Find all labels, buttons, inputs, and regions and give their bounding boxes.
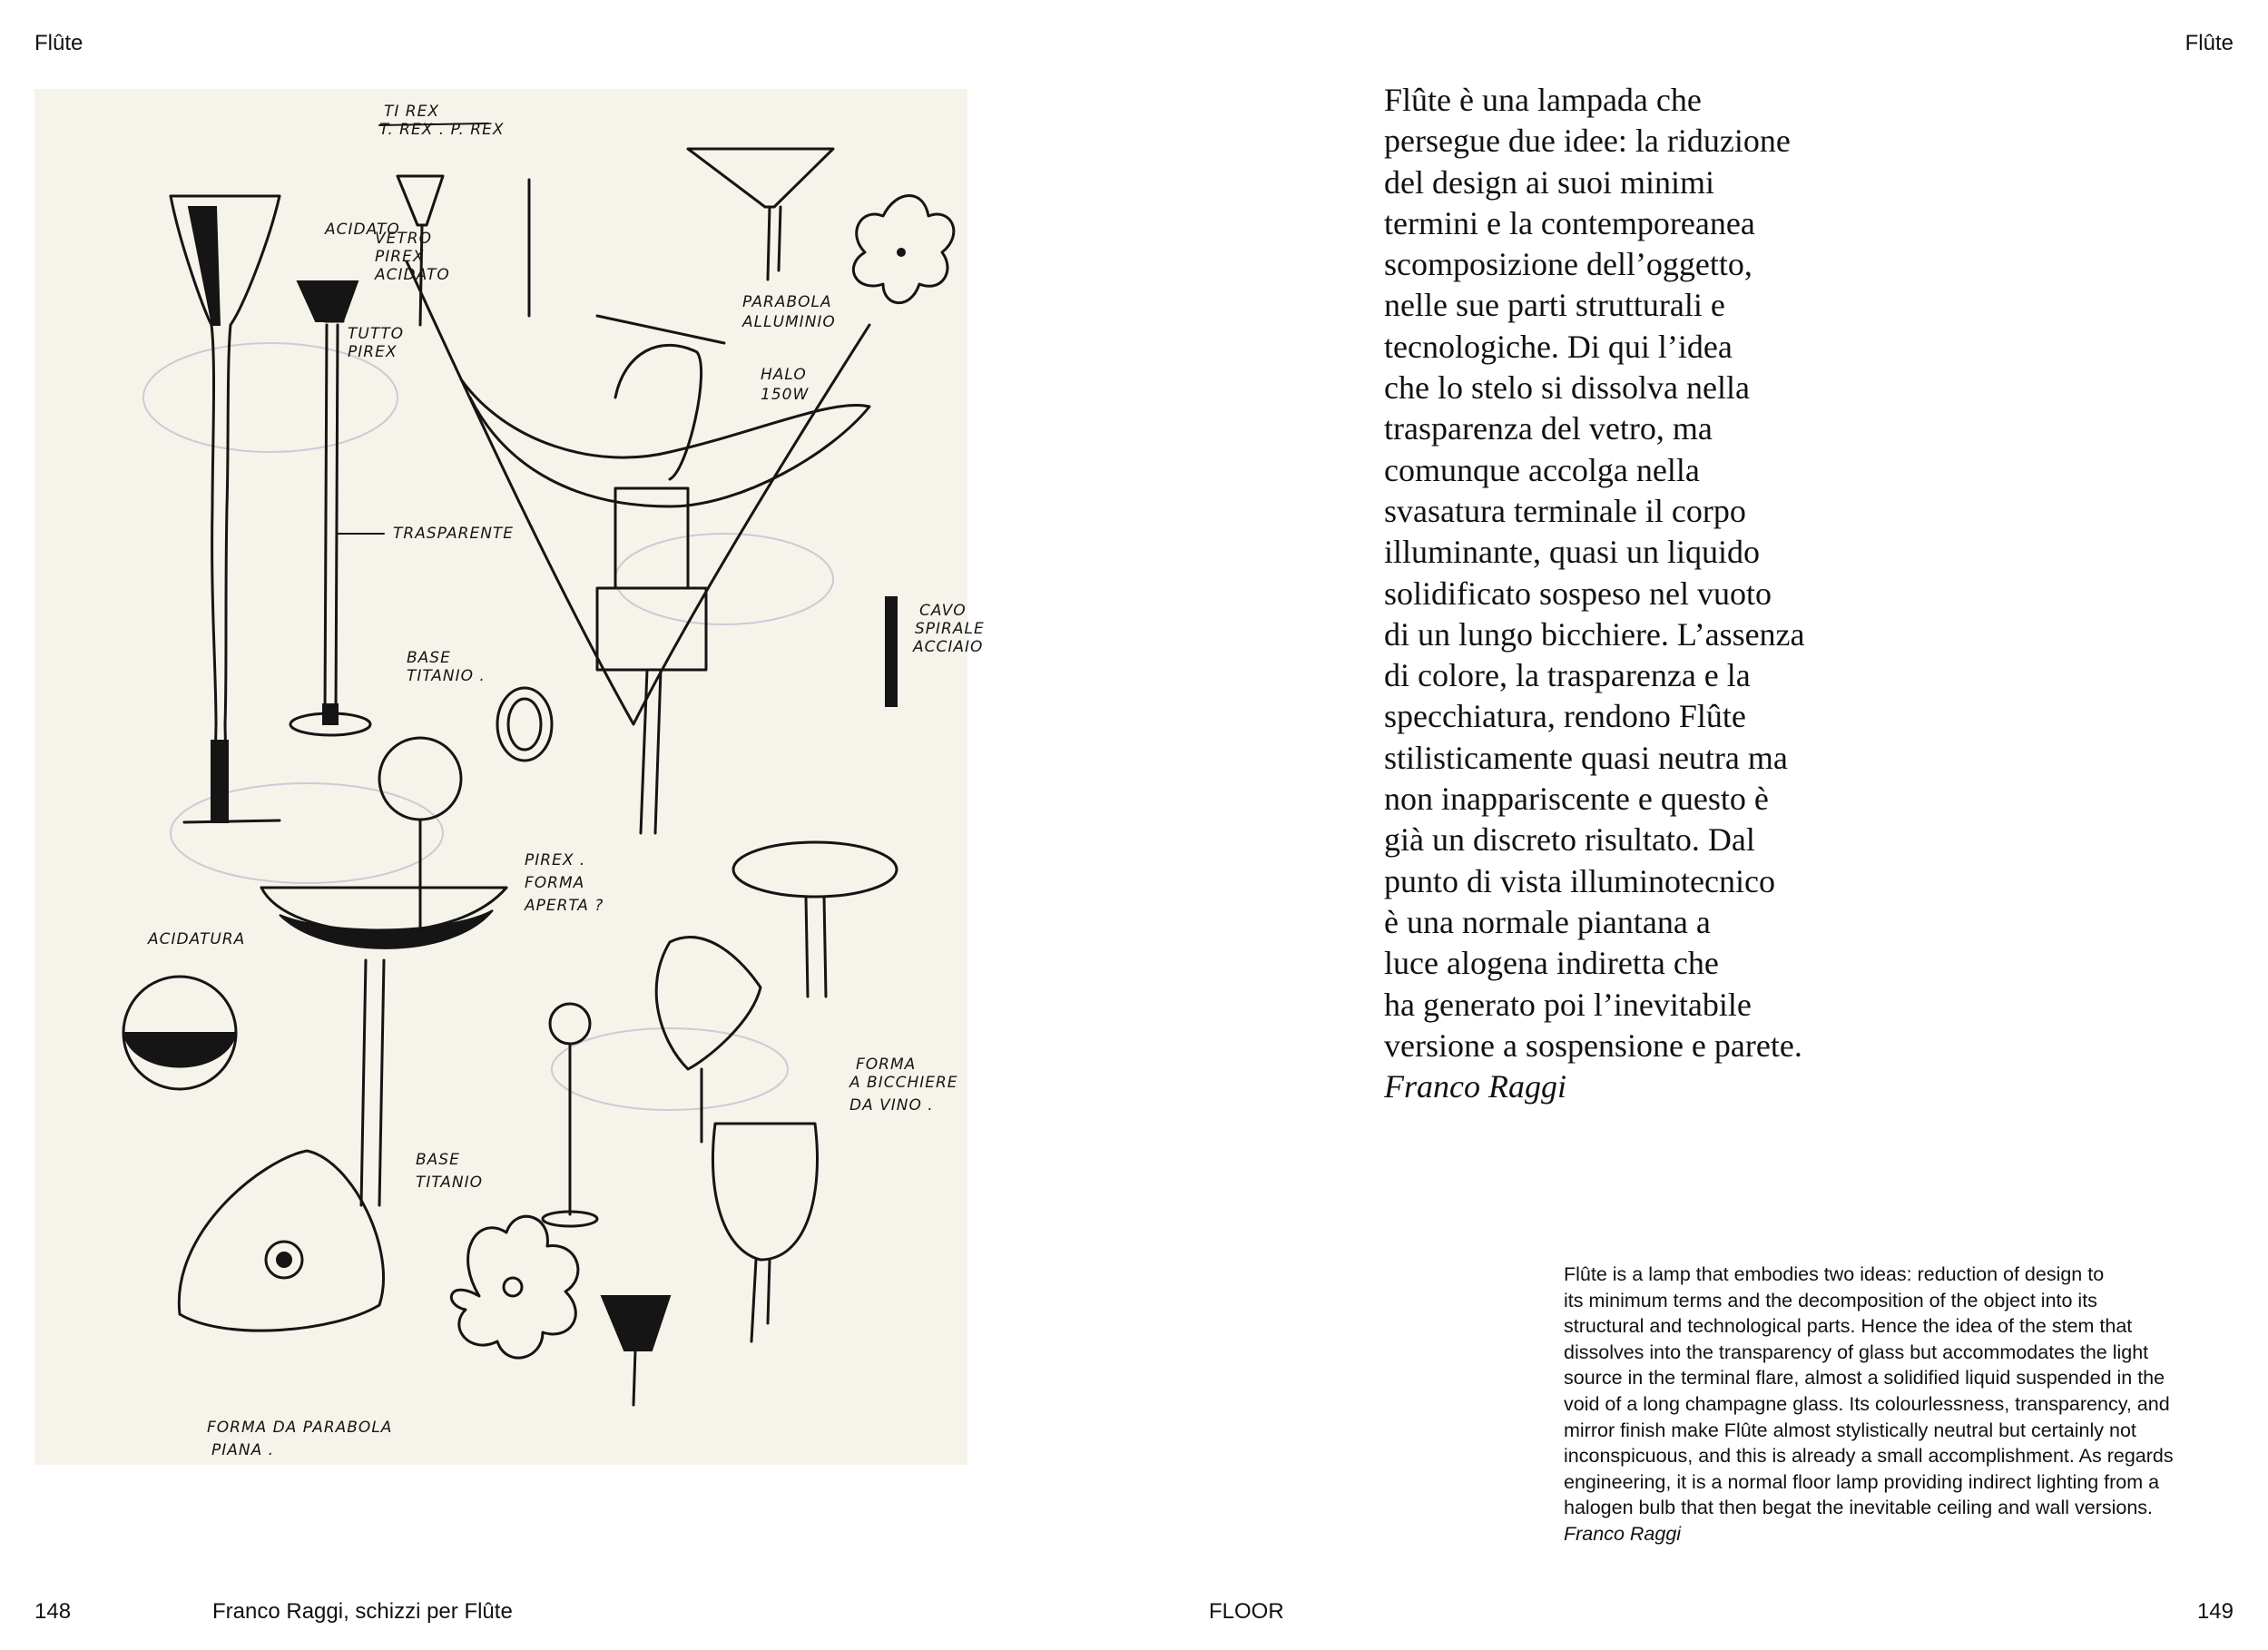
label-pirex1: PIREX (375, 248, 425, 266)
right-page (1134, 0, 2268, 1650)
italian-author: Franco Raggi (1384, 1068, 1566, 1105)
italian-line: che lo stelo si dissolva nella (1384, 369, 1750, 407)
sketch-image (34, 89, 985, 1465)
page-number-left: 148 (34, 1599, 72, 1624)
english-line: mirror finish make Flûte almost stylistically neutral but certainly not (1564, 1419, 2136, 1441)
italian-line: del design ai suoi minimi (1384, 163, 1714, 201)
running-head-right: Flûte (2185, 31, 2234, 55)
label-halo: HALO (761, 366, 807, 384)
italian-line: nelle sue parti strutturali e (1384, 287, 1725, 324)
label-cavo: CAVO (919, 602, 967, 620)
italian-line: tecnologiche. Di qui l’idea (1384, 328, 1733, 365)
label-spirale: SPIRALE (915, 620, 985, 638)
label-acidatura: ACIDATURA (148, 930, 246, 948)
label-aperta: APERTA ? (525, 897, 604, 915)
italian-line: illuminante, quasi un liquido (1384, 534, 1760, 571)
italian-line: stilisticamente quasi neutra ma (1384, 739, 1788, 776)
english-line: Flûte is a lamp that embodies two ideas: reduction of design to (1564, 1263, 2105, 1285)
italian-line: trasparenza del vetro, ma (1384, 410, 1713, 447)
english-line: engineering, it is a normal floor lamp providing indirect lighting from a (1564, 1470, 2160, 1493)
english-line: source in the terminal flare, almost a solidified liquid suspended in the (1564, 1367, 2165, 1390)
label-piana: PIANA . (211, 1441, 275, 1459)
section-label: FLOOR (1209, 1599, 1284, 1624)
label-tutto: TUTTO (348, 325, 404, 343)
label-forma: FORMA (525, 874, 585, 892)
italian-line: di un lungo bicchiere. L’assenza (1384, 615, 1805, 653)
italian-line: versione a sospensione e parete. (1384, 1026, 1802, 1064)
label-acciaio: ACCIAIO (913, 638, 984, 656)
label-parabola: PARABOLA (742, 293, 832, 311)
italian-line: termini e la contemporeanea (1384, 204, 1755, 241)
english-line: halogen bulb that then begat the inevitable ceiling and wall versions. (1564, 1497, 2154, 1519)
italian-line: luce alogena indiretta che (1384, 945, 1719, 982)
label-pirex2: PIREX (348, 343, 398, 361)
label-w: 150W (761, 386, 810, 404)
label-tirex: TI REX (384, 103, 440, 121)
english-author: Franco Raggi (1564, 1522, 1682, 1545)
italian-line: solidificato sospeso nel vuoto (1384, 575, 1772, 612)
label-acidato: ACIDATO (325, 221, 400, 239)
english-line: its minimum terms and the decomposition of the object into its (1564, 1289, 2097, 1311)
label-pirex3: PIREX . (525, 851, 586, 869)
label-alluminio: ALLUMINIO (742, 313, 836, 331)
label-davino: DA VINO . (849, 1096, 934, 1115)
label-bicchiere: A BICCHIERE (849, 1074, 958, 1092)
english-line: structural and technological parts. Hence the idea of the stem that (1564, 1315, 2133, 1338)
label-titanio2: TITANIO (416, 1174, 483, 1192)
label-trex: T. REX . P. REX (379, 121, 505, 139)
label-base: BASE (407, 649, 451, 667)
english-line: dissolves into the transparency of glass but accommodates the light (1564, 1341, 2149, 1363)
italian-line: Flûte è una lampada che (1384, 82, 1702, 118)
english-line: void of a long champagne glass. Its colourlessness, transparency, and (1564, 1392, 2170, 1415)
label-acidato2: ACIDATO (375, 266, 450, 284)
italian-line: ha generato poi l’inevitabile (1384, 986, 1752, 1023)
english-text-block (1564, 1262, 2235, 1547)
label-base2: BASE (416, 1151, 460, 1169)
running-head-left: Flûte (34, 31, 83, 55)
image-caption: Franco Raggi, schizzi per Flûte (212, 1599, 513, 1624)
label-titanio: TITANIO . (407, 667, 486, 685)
italian-line: scomposizione dell’oggetto, (1384, 246, 1753, 283)
english-line: inconspicuous, and this is already a small accomplishment. As regards (1564, 1445, 2174, 1468)
italian-line: svasatura terminale il corpo (1384, 492, 1746, 529)
italian-line: di colore, la trasparenza e la (1384, 657, 1751, 694)
italian-line: punto di vista illuminotecnico (1384, 862, 1775, 899)
italian-line: non inappariscente e questo è (1384, 781, 1769, 818)
italian-line: persegue due idee: la riduzione (1384, 123, 1791, 160)
label-trasparente: TRASPARENTE (393, 525, 515, 543)
italian-text-block (1384, 80, 1947, 1107)
italian-line: già un discreto risultato. Dal (1384, 821, 1755, 859)
italian-line: specchiatura, rendono Flûte (1384, 698, 1746, 735)
italian-line: comunque accolga nella (1384, 451, 1700, 488)
label-forma2: FORMA (856, 1056, 917, 1074)
page-number-right: 149 (2196, 1599, 2234, 1624)
italian-line: è una normale piantana a (1384, 903, 1711, 940)
label-vetro: VETRO (375, 230, 432, 248)
label-forma3: FORMA DA PARABOLA (207, 1419, 393, 1437)
sketch-drawing (34, 89, 985, 1465)
